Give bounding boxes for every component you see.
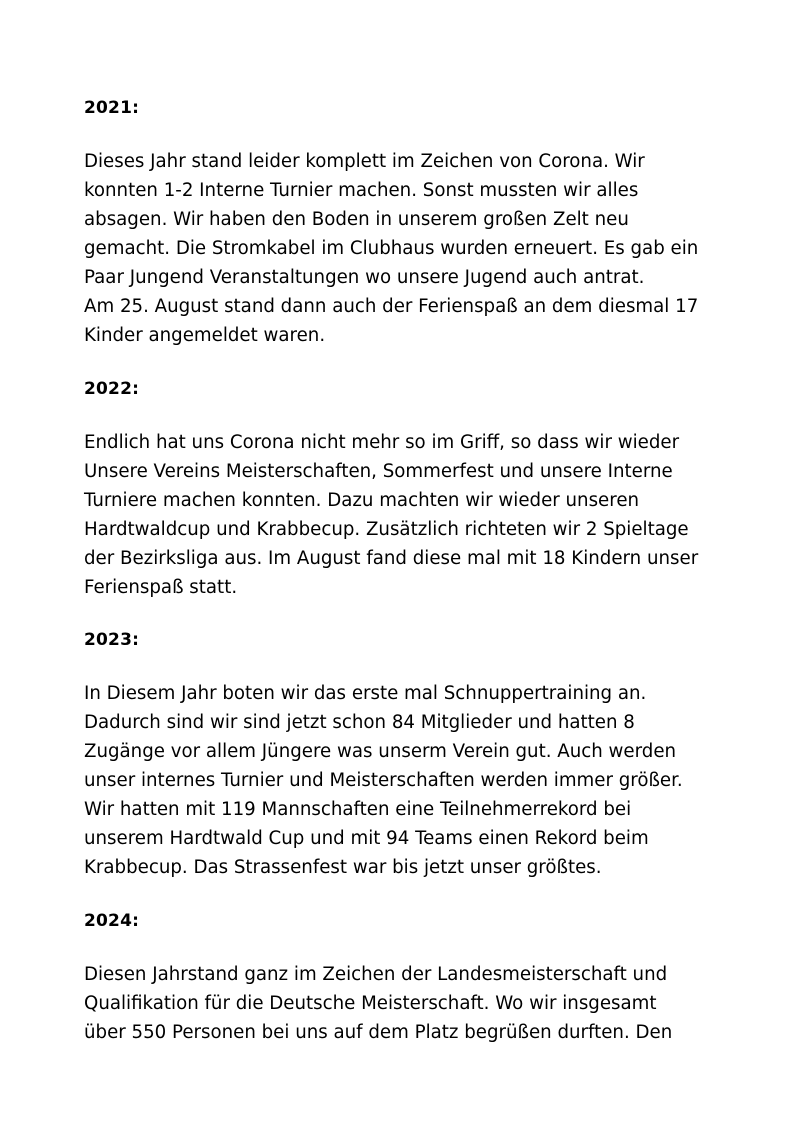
paragraph-line: Dieses Jahr stand leider komplett im Zeichen von Corona. Wir <box>84 151 645 172</box>
paragraph-line: Wir hatten mit 119 Mannschaften eine Teilnehmerrekord bei <box>84 799 632 820</box>
paragraph-line: gemacht. Die Stromkabel im Clubhaus wurden erneuert. Es gab ein <box>84 238 699 259</box>
paragraph-line: Ferienspaß statt. <box>84 577 238 598</box>
paragraph-line: der Bezirksliga aus. Im August fand diese mal mit 18 Kindern unser <box>84 548 699 569</box>
paragraph-line: Qualifikation für die Deutsche Meisterschaft. Wo wir insgesamt <box>84 993 657 1014</box>
paragraph-line: Paar Jungend Veranstaltungen wo unsere Jugend auch antrat. <box>84 267 645 288</box>
paragraph-line: absagen. Wir haben den Boden in unserem großen Zelt neu <box>84 209 629 230</box>
paragraph-line: Endlich hat uns Corona nicht mehr so im Griff, so dass wir wieder <box>84 432 680 453</box>
paragraph-line: unser internes Turnier und Meisterschaften werden immer größer. <box>84 770 683 791</box>
paragraph-line: Hardtwaldcup und Krabbecup. Zusätzlich richteten wir 2 Spieltage <box>84 519 689 540</box>
paragraph-line: Krabbecup. Das Strassenfest war bis jetzt unser größtes. <box>84 857 602 878</box>
paragraph-line: Kinder angemeldet waren. <box>84 325 326 346</box>
section-heading: 2023: <box>84 630 140 650</box>
paragraph-line: Unsere Vereins Meisterschaften, Sommerfest und unsere Interne <box>84 461 673 482</box>
section-heading: 2021: <box>84 98 140 118</box>
paragraph-line: Zugänge vor allem Jüngere was unserm Verein gut. Auch werden <box>84 741 677 762</box>
paragraph-line: konnten 1-2 Interne Turnier machen. Sonst mussten wir alles <box>84 180 639 201</box>
paragraph-line: In Diesem Jahr boten wir das erste mal Schnuppertraining an. <box>84 683 647 704</box>
section-heading: 2024: <box>84 911 140 931</box>
paragraph-line: Am 25. August stand dann auch der Ferienspaß an dem diesmal 17 <box>84 296 699 317</box>
paragraph-line: Dadurch sind wir sind jetzt schon 84 Mitglieder und hatten 8 <box>84 712 635 733</box>
paragraph-line: Turniere machen konnten. Dazu machten wir wieder unseren <box>84 490 640 511</box>
paragraph-line: unserem Hardtwald Cup und mit 94 Teams einen Rekord beim <box>84 828 649 849</box>
paragraph-line: Diesen Jahrstand ganz im Zeichen der Landesmeisterschaft und <box>84 964 668 985</box>
section-heading: 2022: <box>84 379 140 399</box>
paragraph-line: über 550 Personen bei uns auf dem Platz begrüßen durften. Den <box>84 1022 673 1043</box>
